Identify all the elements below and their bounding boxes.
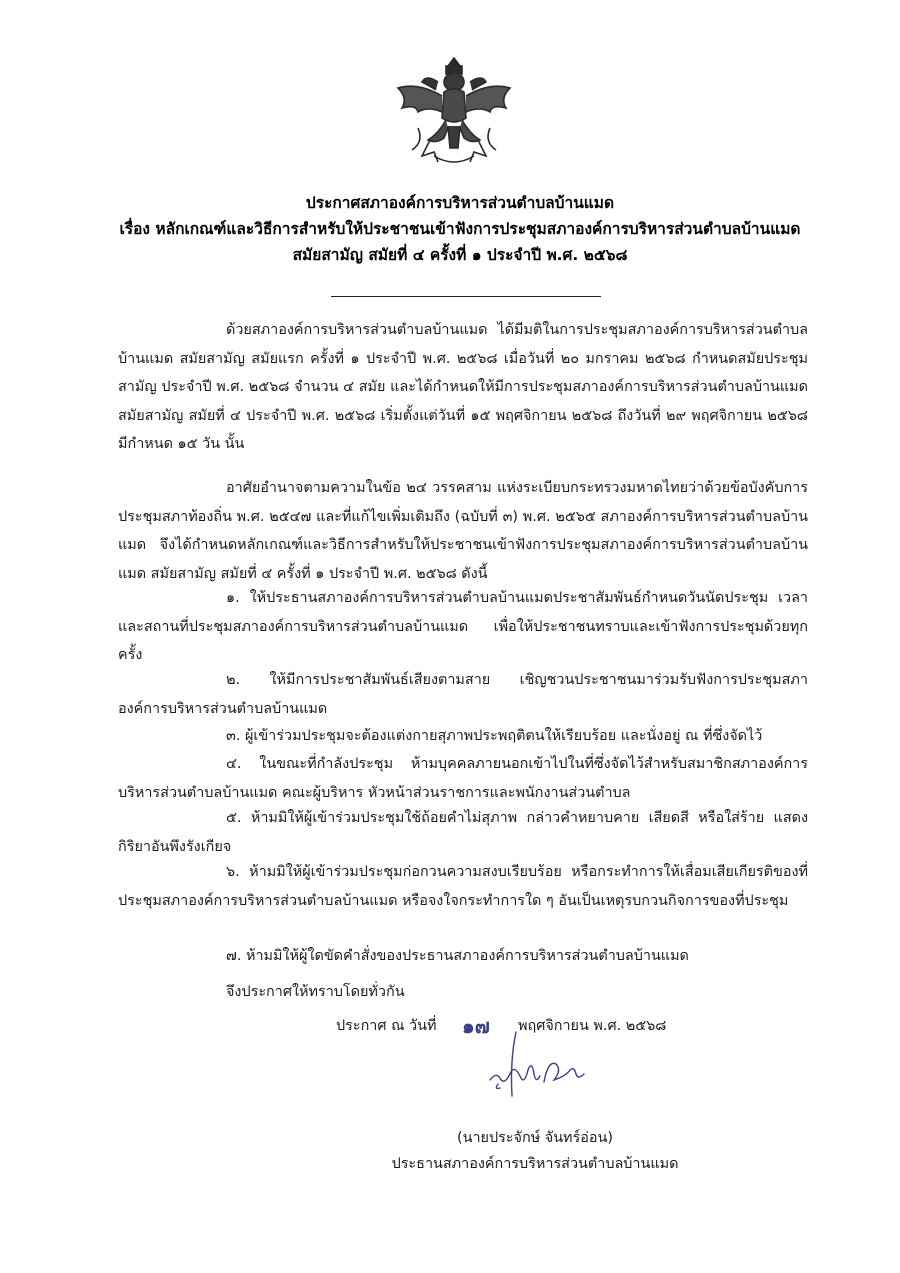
announced-date-suffix: พฤศจิกายน พ.ศ. ๒๕๖๘: [518, 1018, 667, 1034]
list-item-5: ๕. ห้ามมิให้ผู้เข้าร่วมประชุมใช้ถ้อยคำไม่สุภาพ กล่าวคำหยาบคาย เสียดสี หรือใส่ร้าย แสดงกิริยาอันพึงรังเกียจ: [118, 810, 808, 855]
list-item-6: ๖. ห้ามมิให้ผู้เข้าร่วมประชุมก่อกวนความสงบเรียบร้อย หรือกระทำการให้เสื่อมเสียเกียรติของที่ประชุมสภาองค์การบริหารส่วนตำบลบ้านแมด หรือจงใจกระทำการใด ๆ อันเป็นเหตุรบกวนกิจการของที่ประชุม: [118, 864, 808, 909]
title-divider: [331, 296, 601, 297]
subject-line: เรื่อง หลักเกณฑ์และวิธีการสำหรับให้ประชาชนเข้าฟังการประชุมสภาองค์การบริหารส่วนตำบลบ้านแมด: [119, 220, 801, 238]
list-item-3: ๓. ผู้เข้าร่วมประชุมจะต้องแต่งกายสุภาพประพฤติตนให้เรียบร้อย และนั่งอยู่ ณ ที่ซึ่งจัดไว้: [226, 728, 763, 744]
list-item-4: ๔. ในขณะที่กำลังประชุม ห้ามบุคคลภายนอกเข้าไปในที่ซึ่งจัดไว้สำหรับสมาชิกสภาองค์การบริหารส่วนตำบลบ้านแมด คณะผู้บริหาร หัวหน้าส่วนราชการและพนักงานส่วนตำบล: [118, 756, 808, 801]
session-line: สมัยสามัญ สมัยที่ ๔ ครั้งที่ ๑ ประจำปี พ.ศ. ๒๕๖๘: [292, 246, 628, 264]
garuda-emblem-icon: [388, 52, 520, 172]
announced-date-prefix: ประกาศ ณ วันที่: [336, 1018, 437, 1034]
paragraph-1: ด้วยสภาองค์การบริหารส่วนตำบลบ้านแมด ได้มีมติในการประชุมสภาองค์การบริหารส่วนตำบลบ้านแมด สมัยสามัญ สมัยแรก ครั้งที่ ๑ ประจำปี พ.ศ. ๒๕๖๘ เมื่อวันที่ ๒๐ มกราคม ๒๕๖๘ กำหนดสมัยประชุมสามัญ ประจำปี พ.ศ. ๒๕๖๘ จำนวน ๔ สมัย และได้กำหนดให้มีการประชุมสภาองค์การบริหารส่วนตำบลบ้านแมด สมัยสามัญ สมัยที่ ๔ ประจำปี พ.ศ. ๒๕๖๘ เริ่มตั้งแต่วันที่ ๑๕ พฤศจิกายน ๒๕๖๘ ถึงวันที่ ๒๙ พฤศจิกายน ๒๕๖๘ มีกำหนด ๑๕ วัน นั้น: [118, 322, 808, 452]
list-item-2: ๒. ให้มีการประชาสัมพันธ์เสียงตามสาย เชิญชวนประชาชนมาร่วมรับฟังการประชุมสภาองค์การบริหารส่วนตำบลบ้านแมด: [118, 672, 808, 717]
paragraph-2: อาศัยอำนาจตามความในข้อ ๒๔ วรรคสาม แห่งระเบียบกระทรวงมหาดไทยว่าด้วยข้อบังคับการประชุมสภาท้องถิ่น พ.ศ. ๒๕๔๗ และที่แก้ไขเพิ่มเติมถึง (ฉบับที่ ๓) พ.ศ. ๒๕๖๕ สภาองค์การบริหารส่วนตำบลบ้านแมด จึงได้กำหนดหลักเกณฑ์และวิธีการสำหรับให้ประชาชนเข้าฟังการประชุมสภาองค์การบริหารส่วนตำบลบ้านแมด สมัยสามัญ สมัยที่ ๔ ครั้งที่ ๑ ประจำปี พ.ศ. ๒๕๖๘ ดังนี้: [118, 480, 808, 582]
signer-name: (นายประจักษ์ จันทร์อ่อน): [457, 1130, 613, 1146]
list-item-7: ๗. ห้ามมิให้ผู้ใดขัดคำสั่งของประธานสภาองค์การบริหารส่วนตำบลบ้านแมด: [226, 948, 689, 964]
signer-title: ประธานสภาองค์การบริหารส่วนตำบลบ้านแมด: [391, 1156, 679, 1172]
announcement-title: ประกาศสภาองค์การบริหารส่วนตำบลบ้านแมด: [305, 194, 615, 212]
announced-day: ๑๗: [462, 1014, 490, 1038]
list-item-1: ๑. ให้ประธานสภาองค์การบริหารส่วนตำบลบ้านแมดประชาสัมพันธ์กำหนดวันนัดประชุม เวลา และสถานที่ประชุมสภาองค์การบริหารส่วนตำบลบ้านแมด เพื่อให้ประชาชนทราบและเข้าฟังการประชุมด้วยทุกครั้ง: [118, 590, 808, 663]
signature-icon: [470, 1030, 590, 1100]
closing-statement: จึงประกาศให้ทราบโดยทั่วกัน: [226, 984, 405, 1000]
